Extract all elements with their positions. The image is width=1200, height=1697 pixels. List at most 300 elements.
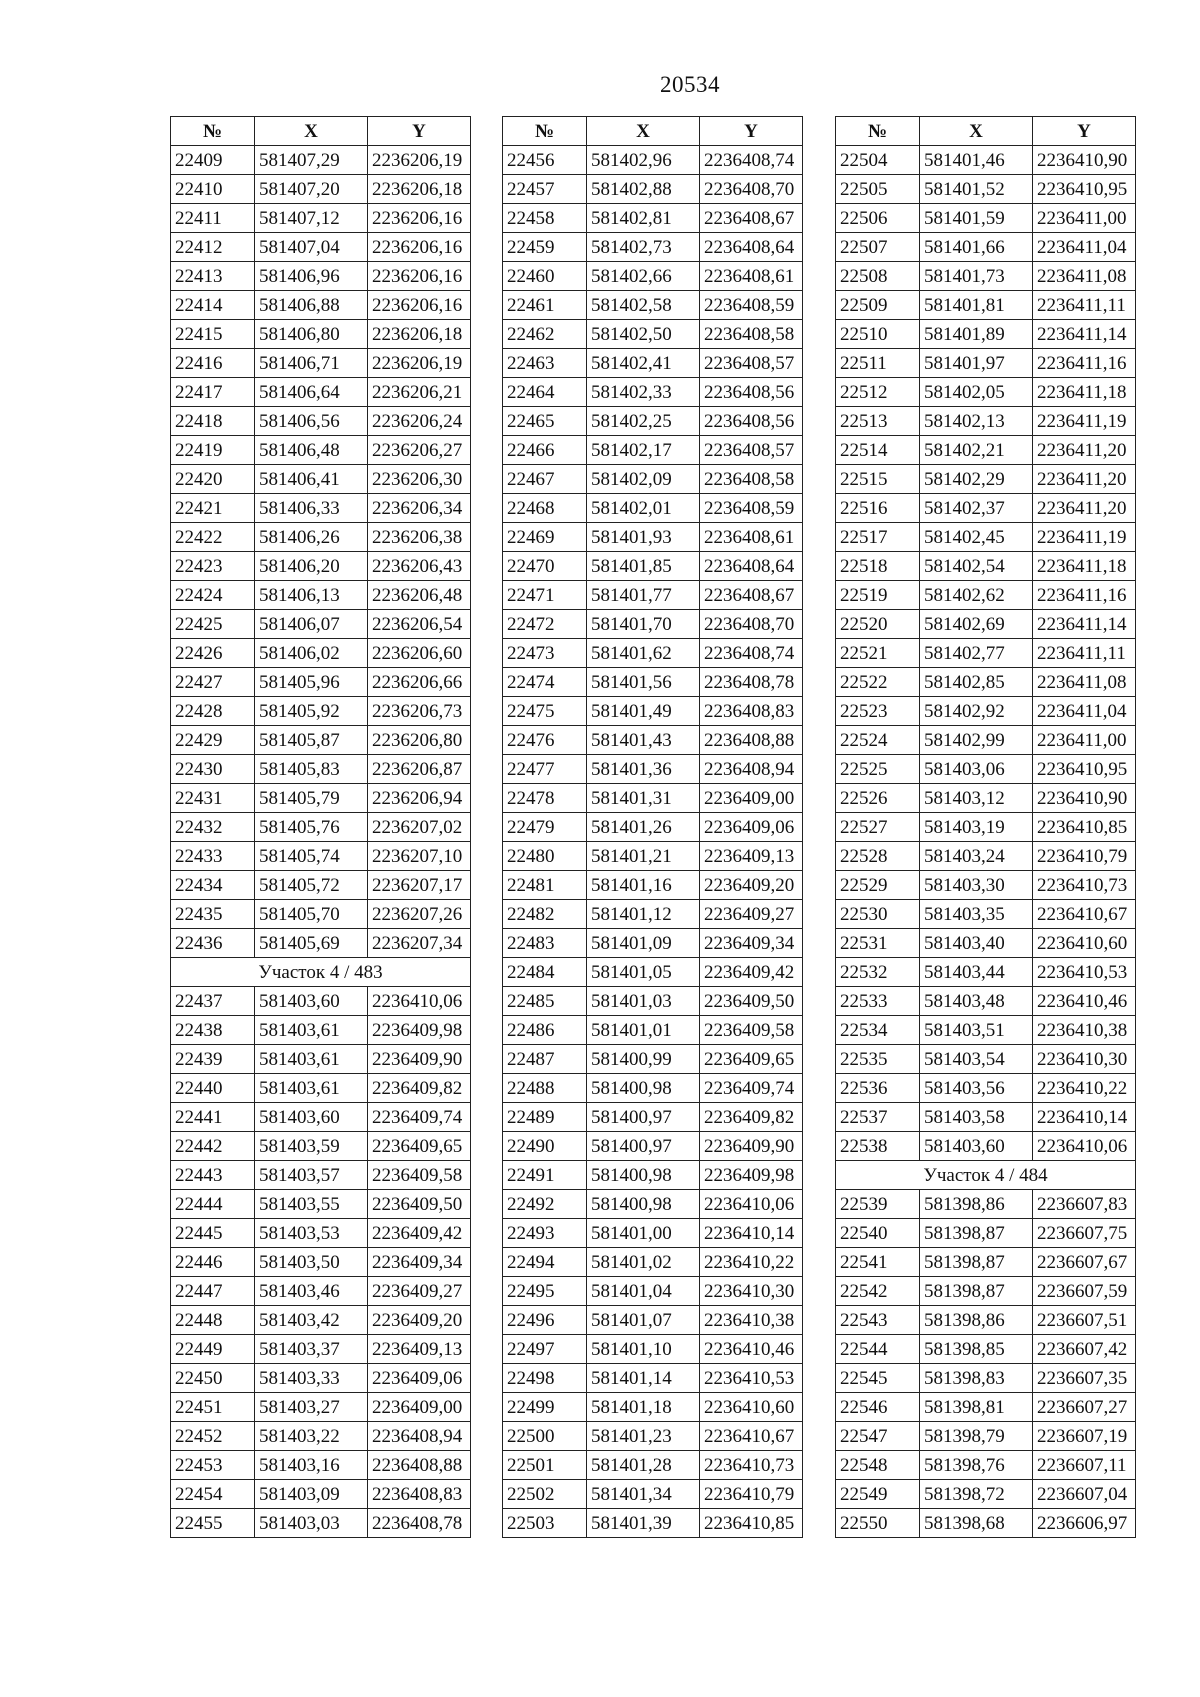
table-row	[836, 726, 1136, 755]
x-coordinate-cell: 581405,83	[255, 755, 368, 784]
y-coordinate-cell: 2236207,34	[368, 929, 471, 958]
x-coordinate-cell: 581403,61	[255, 1016, 368, 1045]
table-row	[836, 1045, 1136, 1074]
table-row	[503, 175, 803, 204]
table-row	[171, 755, 471, 784]
table-row	[171, 929, 471, 958]
point-number-cell: 22508	[836, 262, 920, 291]
point-number-cell: 22498	[503, 1364, 587, 1393]
table-row	[836, 1306, 1136, 1335]
table-row	[836, 784, 1136, 813]
table-row	[171, 1480, 471, 1509]
point-number-cell: 22525	[836, 755, 920, 784]
point-number-cell: 22487	[503, 1045, 587, 1074]
x-coordinate-cell: 581403,42	[255, 1306, 368, 1335]
x-coordinate-cell: 581401,16	[587, 871, 700, 900]
table-row	[171, 1509, 471, 1538]
header-y: Y	[1033, 117, 1136, 146]
table-row	[171, 813, 471, 842]
table-row	[836, 523, 1136, 552]
y-coordinate-cell: 2236206,30	[368, 465, 471, 494]
point-number-cell: 22541	[836, 1248, 920, 1277]
x-coordinate-cell: 581403,56	[920, 1074, 1033, 1103]
point-number-cell: 22535	[836, 1045, 920, 1074]
point-number-cell: 22460	[503, 262, 587, 291]
y-coordinate-cell: 2236408,78	[700, 668, 803, 697]
y-coordinate-cell: 2236411,00	[1033, 204, 1136, 233]
x-coordinate-cell: 581402,17	[587, 436, 700, 465]
table-row	[171, 842, 471, 871]
point-number-cell: 22415	[171, 320, 255, 349]
y-coordinate-cell: 2236409,58	[700, 1016, 803, 1045]
table-row	[836, 1480, 1136, 1509]
y-coordinate-cell: 2236408,70	[700, 610, 803, 639]
point-number-cell: 22433	[171, 842, 255, 871]
y-coordinate-cell: 2236408,64	[700, 233, 803, 262]
y-coordinate-cell: 2236206,27	[368, 436, 471, 465]
x-coordinate-cell: 581400,99	[587, 1045, 700, 1074]
y-coordinate-cell: 2236409,13	[700, 842, 803, 871]
x-coordinate-cell: 581403,61	[255, 1045, 368, 1074]
point-number-cell: 22469	[503, 523, 587, 552]
x-coordinate-cell: 581400,98	[587, 1161, 700, 1190]
y-coordinate-cell: 2236206,66	[368, 668, 471, 697]
y-coordinate-cell: 2236409,90	[700, 1132, 803, 1161]
y-coordinate-cell: 2236607,67	[1033, 1248, 1136, 1277]
y-coordinate-cell: 2236607,51	[1033, 1306, 1136, 1335]
y-coordinate-cell: 2236410,14	[1033, 1103, 1136, 1132]
y-coordinate-cell: 2236207,26	[368, 900, 471, 929]
point-number-cell: 22468	[503, 494, 587, 523]
table-row	[836, 1509, 1136, 1538]
y-coordinate-cell: 2236410,79	[1033, 842, 1136, 871]
table-row	[171, 1277, 471, 1306]
x-coordinate-cell: 581402,92	[920, 697, 1033, 726]
table-row	[171, 465, 471, 494]
point-number-cell: 22471	[503, 581, 587, 610]
y-coordinate-cell: 2236409,65	[700, 1045, 803, 1074]
x-coordinate-cell: 581402,13	[920, 407, 1033, 436]
point-number-cell: 22466	[503, 436, 587, 465]
y-coordinate-cell: 2236410,90	[1033, 146, 1136, 175]
x-coordinate-cell: 581405,74	[255, 842, 368, 871]
y-coordinate-cell: 2236410,53	[1033, 958, 1136, 987]
table-row	[836, 1335, 1136, 1364]
point-number-cell: 22542	[836, 1277, 920, 1306]
table-row	[836, 813, 1136, 842]
y-coordinate-cell: 2236410,22	[1033, 1074, 1136, 1103]
x-coordinate-cell: 581403,59	[255, 1132, 368, 1161]
table-row	[503, 1045, 803, 1074]
point-number-cell: 22500	[503, 1422, 587, 1451]
x-coordinate-cell: 581403,24	[920, 842, 1033, 871]
point-number-cell: 22484	[503, 958, 587, 987]
x-coordinate-cell: 581401,43	[587, 726, 700, 755]
y-coordinate-cell: 2236411,20	[1033, 494, 1136, 523]
x-coordinate-cell: 581401,70	[587, 610, 700, 639]
point-number-cell: 22520	[836, 610, 920, 639]
point-number-cell: 22481	[503, 871, 587, 900]
y-coordinate-cell: 2236410,30	[1033, 1045, 1136, 1074]
point-number-cell: 22499	[503, 1393, 587, 1422]
point-number-cell: 22445	[171, 1219, 255, 1248]
table-row	[171, 1074, 471, 1103]
table-row	[836, 900, 1136, 929]
point-number-cell: 22456	[503, 146, 587, 175]
table-row	[836, 204, 1136, 233]
x-coordinate-cell: 581403,57	[255, 1161, 368, 1190]
x-coordinate-cell: 581406,13	[255, 581, 368, 610]
y-coordinate-cell: 2236409,20	[368, 1306, 471, 1335]
point-number-cell: 22477	[503, 755, 587, 784]
y-coordinate-cell: 2236411,19	[1033, 523, 1136, 552]
y-coordinate-cell: 2236408,74	[700, 639, 803, 668]
table-row	[836, 755, 1136, 784]
y-coordinate-cell: 2236410,60	[1033, 929, 1136, 958]
point-number-cell: 22462	[503, 320, 587, 349]
x-coordinate-cell: 581402,05	[920, 378, 1033, 407]
x-coordinate-cell: 581401,04	[587, 1277, 700, 1306]
point-number-cell: 22425	[171, 610, 255, 639]
table-row	[171, 262, 471, 291]
point-number-cell: 22527	[836, 813, 920, 842]
x-coordinate-cell: 581406,56	[255, 407, 368, 436]
point-number-cell: 22452	[171, 1422, 255, 1451]
point-number-cell: 22413	[171, 262, 255, 291]
table-row	[503, 1074, 803, 1103]
x-coordinate-cell: 581401,18	[587, 1393, 700, 1422]
point-number-cell: 22435	[171, 900, 255, 929]
point-number-cell: 22444	[171, 1190, 255, 1219]
table-row	[503, 871, 803, 900]
x-coordinate-cell: 581405,76	[255, 813, 368, 842]
point-number-cell: 22424	[171, 581, 255, 610]
point-number-cell: 22428	[171, 697, 255, 726]
y-coordinate-cell: 2236410,14	[700, 1219, 803, 1248]
y-coordinate-cell: 2236408,74	[700, 146, 803, 175]
x-coordinate-cell: 581398,68	[920, 1509, 1033, 1538]
point-number-cell: 22409	[171, 146, 255, 175]
point-number-cell: 22503	[503, 1509, 587, 1538]
y-coordinate-cell: 2236409,00	[700, 784, 803, 813]
point-number-cell: 22449	[171, 1335, 255, 1364]
y-coordinate-cell: 2236206,21	[368, 378, 471, 407]
y-coordinate-cell: 2236607,35	[1033, 1364, 1136, 1393]
x-coordinate-cell: 581402,54	[920, 552, 1033, 581]
x-coordinate-cell: 581406,80	[255, 320, 368, 349]
x-coordinate-cell: 581406,20	[255, 552, 368, 581]
point-number-cell: 22526	[836, 784, 920, 813]
x-coordinate-cell: 581405,70	[255, 900, 368, 929]
point-number-cell: 22524	[836, 726, 920, 755]
y-coordinate-cell: 2236409,98	[700, 1161, 803, 1190]
y-coordinate-cell: 2236410,79	[700, 1480, 803, 1509]
table-row	[171, 175, 471, 204]
y-coordinate-cell: 2236607,04	[1033, 1480, 1136, 1509]
point-number-cell: 22437	[171, 987, 255, 1016]
table-row	[503, 1364, 803, 1393]
table-row	[503, 320, 803, 349]
table-row	[836, 842, 1136, 871]
x-coordinate-cell: 581400,98	[587, 1190, 700, 1219]
table-row	[171, 436, 471, 465]
point-number-cell: 22514	[836, 436, 920, 465]
y-coordinate-cell: 2236410,95	[1033, 755, 1136, 784]
point-number-cell: 22522	[836, 668, 920, 697]
point-number-cell: 22490	[503, 1132, 587, 1161]
table-row	[503, 1393, 803, 1422]
x-coordinate-cell: 581402,21	[920, 436, 1033, 465]
table-row	[836, 697, 1136, 726]
table-row	[503, 407, 803, 436]
x-coordinate-cell: 581401,31	[587, 784, 700, 813]
x-coordinate-cell: 581403,60	[920, 1132, 1033, 1161]
x-coordinate-cell: 581401,73	[920, 262, 1033, 291]
point-number-cell: 22439	[171, 1045, 255, 1074]
y-coordinate-cell: 2236206,18	[368, 320, 471, 349]
point-number-cell: 22419	[171, 436, 255, 465]
table-row	[171, 349, 471, 378]
table-row	[503, 465, 803, 494]
table-row	[836, 552, 1136, 581]
point-number-cell: 22434	[171, 871, 255, 900]
x-coordinate-cell: 581406,96	[255, 262, 368, 291]
table-row	[836, 494, 1136, 523]
table-row	[836, 639, 1136, 668]
table-row	[171, 552, 471, 581]
y-coordinate-cell: 2236409,20	[700, 871, 803, 900]
table-row	[171, 726, 471, 755]
x-coordinate-cell: 581403,53	[255, 1219, 368, 1248]
table-row	[836, 1393, 1136, 1422]
x-coordinate-cell: 581402,85	[920, 668, 1033, 697]
table-row	[171, 407, 471, 436]
table-row	[836, 291, 1136, 320]
point-number-cell: 22470	[503, 552, 587, 581]
section-heading-row	[836, 1161, 1136, 1190]
y-coordinate-cell: 2236206,18	[368, 175, 471, 204]
x-coordinate-cell: 581403,46	[255, 1277, 368, 1306]
point-number-cell: 22518	[836, 552, 920, 581]
point-number-cell: 22517	[836, 523, 920, 552]
y-coordinate-cell: 2236409,98	[368, 1016, 471, 1045]
y-coordinate-cell: 2236408,88	[700, 726, 803, 755]
table-row	[836, 958, 1136, 987]
y-coordinate-cell: 2236206,38	[368, 523, 471, 552]
y-coordinate-cell: 2236408,64	[700, 552, 803, 581]
table-row	[836, 1016, 1136, 1045]
y-coordinate-cell: 2236206,87	[368, 755, 471, 784]
y-coordinate-cell: 2236206,48	[368, 581, 471, 610]
x-coordinate-cell: 581406,33	[255, 494, 368, 523]
point-number-cell: 22417	[171, 378, 255, 407]
y-coordinate-cell: 2236607,59	[1033, 1277, 1136, 1306]
x-coordinate-cell: 581400,97	[587, 1132, 700, 1161]
y-coordinate-cell: 2236410,06	[700, 1190, 803, 1219]
y-coordinate-cell: 2236410,73	[700, 1451, 803, 1480]
point-number-cell: 22515	[836, 465, 920, 494]
y-coordinate-cell: 2236409,27	[700, 900, 803, 929]
point-number-cell: 22442	[171, 1132, 255, 1161]
coordinate-table-right	[835, 116, 1136, 1538]
y-coordinate-cell: 2236408,67	[700, 581, 803, 610]
point-number-cell: 22529	[836, 871, 920, 900]
point-number-cell: 22511	[836, 349, 920, 378]
x-coordinate-cell: 581405,96	[255, 668, 368, 697]
table-row	[171, 291, 471, 320]
table-row	[171, 987, 471, 1016]
x-coordinate-cell: 581402,29	[920, 465, 1033, 494]
y-coordinate-cell: 2236206,19	[368, 146, 471, 175]
x-coordinate-cell: 581407,04	[255, 233, 368, 262]
table-row	[836, 378, 1136, 407]
x-coordinate-cell: 581406,41	[255, 465, 368, 494]
x-coordinate-cell: 581401,28	[587, 1451, 700, 1480]
table-row	[836, 668, 1136, 697]
y-coordinate-cell: 2236206,24	[368, 407, 471, 436]
y-coordinate-cell: 2236411,11	[1033, 291, 1136, 320]
point-number-cell: 22473	[503, 639, 587, 668]
point-number-cell: 22450	[171, 1364, 255, 1393]
table-header-row	[503, 117, 803, 146]
point-number-cell: 22530	[836, 900, 920, 929]
x-coordinate-cell: 581401,03	[587, 987, 700, 1016]
point-number-cell: 22493	[503, 1219, 587, 1248]
table-row	[836, 871, 1136, 900]
coordinate-table-middle	[502, 116, 803, 1538]
section-heading: Участок 4 / 483	[171, 958, 471, 987]
x-coordinate-cell: 581406,88	[255, 291, 368, 320]
table-row	[171, 1016, 471, 1045]
table-row	[836, 1277, 1136, 1306]
x-coordinate-cell: 581398,81	[920, 1393, 1033, 1422]
point-number-cell: 22464	[503, 378, 587, 407]
point-number-cell: 22519	[836, 581, 920, 610]
section-heading-row	[171, 958, 471, 987]
point-number-cell: 22457	[503, 175, 587, 204]
y-coordinate-cell: 2236206,16	[368, 233, 471, 262]
table-row	[503, 1335, 803, 1364]
point-number-cell: 22475	[503, 697, 587, 726]
point-number-cell: 22543	[836, 1306, 920, 1335]
x-coordinate-cell: 581405,92	[255, 697, 368, 726]
table-row	[171, 494, 471, 523]
table-row	[503, 784, 803, 813]
table-row	[503, 291, 803, 320]
y-coordinate-cell: 2236409,06	[368, 1364, 471, 1393]
y-coordinate-cell: 2236411,18	[1033, 378, 1136, 407]
x-coordinate-cell: 581398,79	[920, 1422, 1033, 1451]
x-coordinate-cell: 581405,69	[255, 929, 368, 958]
y-coordinate-cell: 2236206,43	[368, 552, 471, 581]
table-row	[171, 1190, 471, 1219]
table-row	[171, 784, 471, 813]
point-number-cell: 22443	[171, 1161, 255, 1190]
table-row	[503, 610, 803, 639]
table-row	[503, 1219, 803, 1248]
table-row	[171, 668, 471, 697]
table-row	[836, 175, 1136, 204]
table-row	[171, 1219, 471, 1248]
y-coordinate-cell: 2236408,78	[368, 1509, 471, 1538]
table-row	[503, 929, 803, 958]
point-number-cell: 22510	[836, 320, 920, 349]
y-coordinate-cell: 2236409,00	[368, 1393, 471, 1422]
x-coordinate-cell: 581403,06	[920, 755, 1033, 784]
y-coordinate-cell: 2236206,16	[368, 204, 471, 233]
x-coordinate-cell: 581401,56	[587, 668, 700, 697]
point-number-cell: 22496	[503, 1306, 587, 1335]
table-row	[836, 1074, 1136, 1103]
table-row	[836, 610, 1136, 639]
x-coordinate-cell: 581407,12	[255, 204, 368, 233]
x-coordinate-cell: 581406,26	[255, 523, 368, 552]
x-coordinate-cell: 581401,05	[587, 958, 700, 987]
point-number-cell: 22454	[171, 1480, 255, 1509]
y-coordinate-cell: 2236410,85	[1033, 813, 1136, 842]
header-number: №	[836, 117, 920, 146]
point-number-cell: 22546	[836, 1393, 920, 1422]
point-number-cell: 22421	[171, 494, 255, 523]
table-row	[503, 523, 803, 552]
section-heading: Участок 4 / 484	[836, 1161, 1136, 1190]
point-number-cell: 22539	[836, 1190, 920, 1219]
y-coordinate-cell: 2236409,06	[700, 813, 803, 842]
table-header-row	[171, 117, 471, 146]
y-coordinate-cell: 2236206,54	[368, 610, 471, 639]
x-coordinate-cell: 581401,81	[920, 291, 1033, 320]
table-header-row	[836, 117, 1136, 146]
y-coordinate-cell: 2236411,19	[1033, 407, 1136, 436]
x-coordinate-cell: 581402,09	[587, 465, 700, 494]
point-number-cell: 22416	[171, 349, 255, 378]
table-row	[503, 204, 803, 233]
point-number-cell: 22412	[171, 233, 255, 262]
point-number-cell: 22458	[503, 204, 587, 233]
y-coordinate-cell: 2236411,18	[1033, 552, 1136, 581]
x-coordinate-cell: 581402,25	[587, 407, 700, 436]
y-coordinate-cell: 2236409,34	[368, 1248, 471, 1277]
y-coordinate-cell: 2236408,59	[700, 291, 803, 320]
x-coordinate-cell: 581401,97	[920, 349, 1033, 378]
point-number-cell: 22501	[503, 1451, 587, 1480]
y-coordinate-cell: 2236410,95	[1033, 175, 1136, 204]
point-number-cell: 22426	[171, 639, 255, 668]
header-number: №	[503, 117, 587, 146]
y-coordinate-cell: 2236410,30	[700, 1277, 803, 1306]
x-coordinate-cell: 581400,97	[587, 1103, 700, 1132]
table-row	[836, 1451, 1136, 1480]
table-row	[836, 233, 1136, 262]
y-coordinate-cell: 2236207,17	[368, 871, 471, 900]
x-coordinate-cell: 581403,60	[255, 1103, 368, 1132]
y-coordinate-cell: 2236607,19	[1033, 1422, 1136, 1451]
point-number-cell: 22549	[836, 1480, 920, 1509]
y-coordinate-cell: 2236206,73	[368, 697, 471, 726]
x-coordinate-cell: 581401,59	[920, 204, 1033, 233]
x-coordinate-cell: 581405,87	[255, 726, 368, 755]
x-coordinate-cell: 581398,85	[920, 1335, 1033, 1364]
y-coordinate-cell: 2236411,11	[1033, 639, 1136, 668]
point-number-cell: 22513	[836, 407, 920, 436]
y-coordinate-cell: 2236206,60	[368, 639, 471, 668]
point-number-cell: 22446	[171, 1248, 255, 1277]
table-row	[503, 494, 803, 523]
point-number-cell: 22410	[171, 175, 255, 204]
table-row	[503, 639, 803, 668]
x-coordinate-cell: 581398,87	[920, 1248, 1033, 1277]
x-coordinate-cell: 581401,14	[587, 1364, 700, 1393]
